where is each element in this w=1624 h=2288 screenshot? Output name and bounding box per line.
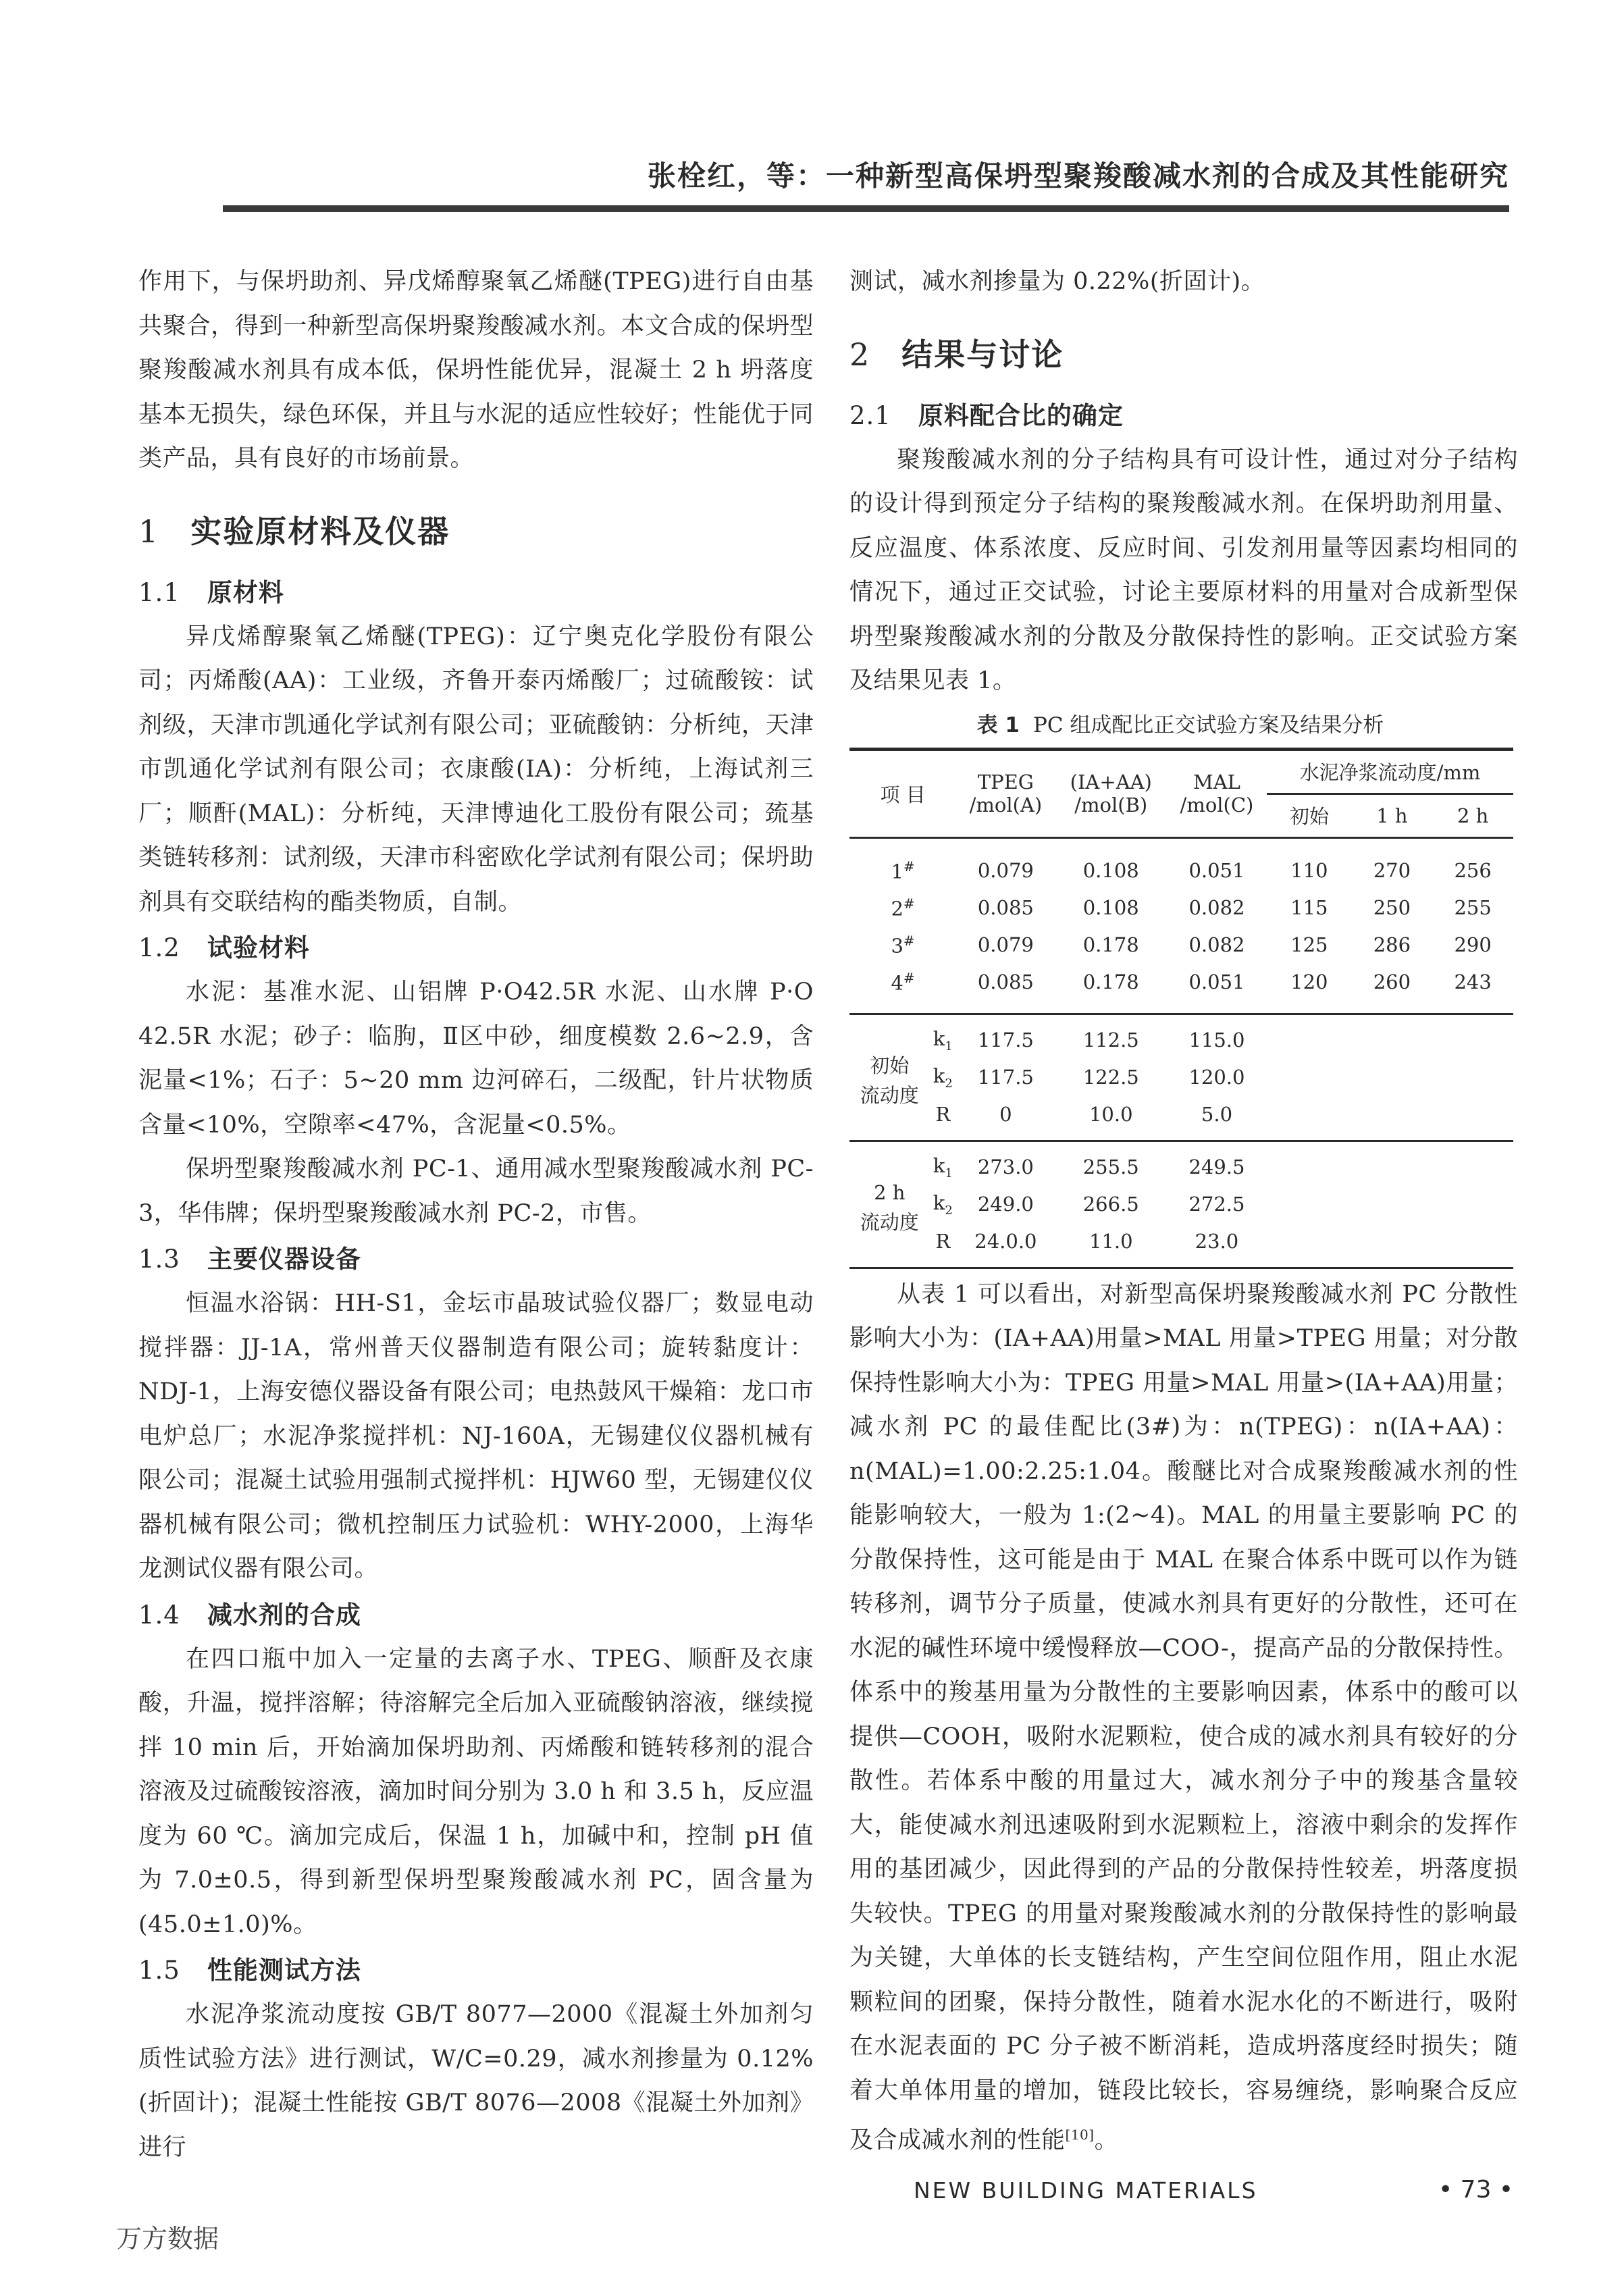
header-1h: 1 h	[1352, 794, 1433, 837]
header-iaaa	[1055, 749, 1167, 837]
header-rule	[223, 205, 1509, 212]
analysis-text	[849, 1273, 1518, 2164]
cell-mal: 0.051	[1188, 970, 1245, 993]
cell-sample-id: 4#	[891, 969, 915, 995]
table-1	[849, 748, 1513, 1269]
cell-empty	[1352, 1059, 1433, 1096]
cell-2h: 243	[1454, 970, 1492, 993]
test-materials-text-2: 保坍型聚羧酸减水剂 PC-1、通用减水型聚羧酸减水剂 PC-3，华伟牌；保坍型聚羧酸减水剂 PC-2，市售。	[138, 1155, 814, 1227]
cell-a: 117.5	[977, 1066, 1034, 1089]
stat-row	[849, 1014, 1513, 1059]
section-title: 结果与讨论	[901, 336, 1064, 373]
cell-b: 112.5	[1082, 1029, 1139, 1051]
cell-2h: 290	[1454, 933, 1492, 956]
cell-empty	[1267, 1223, 1351, 1268]
cell-empty	[1267, 1186, 1351, 1223]
cell-initial: 120	[1290, 970, 1328, 993]
running-title: 张栓红，等：一种新型高保坍型聚羧酸减水剂的合成及其性能研究	[647, 159, 1509, 192]
cell-c: 23.0	[1195, 1230, 1239, 1253]
header-mal	[1167, 749, 1267, 837]
cell-iaaa: 0.178	[1082, 970, 1139, 993]
equipment-text: 恒温水浴锅：HH-S1，金坛市晶玻试验仪器厂；数显电动搅拌器：JJ-1A，常州普天仪器制造有限公司；旋转黏度计：NDJ-1，上海安德仪器设备有限公司；电热鼓风干燥箱：龙口市电炉总厂；水泥净浆搅拌机：NJ-160A，无锡建仪仪器机械有限公司；混凝土试验用强制式搅拌机：HJW60 型，无锡建仪仪器机械有限公司；微机控制压力试验机：WHY-2000，上海华龙测试仪器有限公司。	[138, 1290, 814, 1582]
cell-a: 0	[999, 1103, 1012, 1126]
subsection-number: 1.4	[138, 1600, 180, 1630]
subsection-title: 试验材料	[207, 933, 310, 962]
section-number: 1	[138, 513, 160, 550]
right-column	[849, 260, 1518, 2163]
stat-subscript: 1	[945, 1039, 953, 1054]
subsection-1-4-heading	[138, 1594, 814, 1636]
cell-a: 24.0.0	[974, 1230, 1037, 1253]
table-row	[849, 927, 1513, 964]
cell-2h: 255	[1454, 896, 1492, 919]
stat-row	[849, 1059, 1513, 1096]
intro-paragraph: 作用下，与保坍助剂、异戊烯醇聚氧乙烯醚(TPEG)进行自由基共聚合，得到一种新型高保坍聚羧酸减水剂。本文合成的保坍型聚羧酸减水剂具有成本低，保坍性能优异，混凝土 2 h 坍落度基本无损失，绿色环保，并且与水泥的适应性较好；性能优于同类产品，具有良好的市场前景。	[138, 268, 814, 472]
section-2-heading	[849, 330, 1518, 375]
sample-mark: #	[903, 895, 915, 912]
table-label: 表 1	[976, 712, 1020, 737]
subsection-number: 2.1	[849, 400, 891, 430]
cell-tpeg: 0.085	[977, 896, 1034, 919]
table-1-caption	[849, 708, 1518, 738]
header-tpeg	[956, 749, 1055, 837]
header-initial: 初始	[1267, 794, 1351, 837]
cell-empty	[1352, 1014, 1433, 1059]
cell-stat: $k_1$	[933, 1026, 953, 1054]
cell-stat: $k_1$	[933, 1153, 953, 1180]
table-row	[849, 889, 1513, 927]
subsection-number: 1.1	[138, 577, 180, 607]
cell-b: 122.5	[1082, 1066, 1139, 1089]
cell-1h: 286	[1373, 933, 1411, 956]
header-iaaa-unit: /mol(B)	[1074, 794, 1148, 816]
subsection-title: 减水剂的合成	[207, 1600, 361, 1630]
cell-empty	[1267, 1141, 1351, 1186]
cell-b: 11.0	[1089, 1230, 1133, 1253]
group-label-line2: 流动度	[860, 1084, 919, 1107]
cell-1h: 250	[1373, 896, 1411, 919]
cell-initial: 115	[1290, 896, 1328, 919]
cell-empty	[1352, 1223, 1433, 1268]
group-label	[849, 1141, 930, 1268]
cell-empty	[1352, 1141, 1433, 1186]
subsection-number: 1.5	[138, 1956, 180, 1985]
stat-subscript: 2	[945, 1203, 953, 1218]
cell-empty	[1352, 1096, 1433, 1141]
watermark: 万方数据	[116, 2224, 219, 2254]
header-iaaa-label: (IA+AA)	[1070, 771, 1152, 794]
cell-empty	[1352, 1186, 1433, 1223]
header-mal-label: MAL	[1193, 771, 1240, 794]
test-method-text: 水泥净浆流动度按 GB/T 8077—2000《混凝土外加剂匀质性试验方法》进行测试，W/C=0.29，减水剂掺量为 0.12%(折固计)；混凝土性能按 GB/T 8076—2008《混凝土外加剂》进行	[138, 2001, 814, 2161]
cell-tpeg: 0.079	[977, 859, 1034, 882]
cell-mal: 0.051	[1188, 859, 1245, 882]
header-2h: 2 h	[1432, 794, 1513, 837]
cell-empty	[1267, 1059, 1351, 1096]
group-label-line1: 2 h	[874, 1181, 906, 1204]
subsection-1-5-heading	[138, 1950, 814, 1992]
cell-mal: 0.082	[1188, 933, 1245, 956]
subsection-1-1-heading	[138, 572, 814, 614]
cell-sample-id: 3#	[891, 932, 915, 958]
cell-mal: 0.082	[1188, 896, 1245, 919]
raw-materials-text: 异戊烯醇聚氧乙烯醚(TPEG)：辽宁奥克化学股份有限公司；丙烯酸(AA)：工业级，齐鲁开泰丙烯酸厂；过硫酸铵：试剂级，天津市凯通化学试剂有限公司；亚硫酸钠：分析纯，天津市凯通化学试剂有限公司；衣康酸(IA)：分析纯，上海试剂三厂；顺酐(MAL)：分析纯，天津博迪化工股份有限公司；巯基类链转移剂：试剂级，天津市科密欧化学试剂有限公司；保坍助剂具有交联结构的酯类物质，自制。	[138, 623, 814, 916]
test-materials-text: 水泥：基准水泥、山铝牌 P·O42.5R 水泥、山水牌 P·O 42.5R 水泥；砂子：临朐，Ⅱ区中砂，细度模数 2.6~2.9，含泥量<1%；石子：5~20 mm 边河碎石，二级配，针片状物质含量<10%，空隙率<47%，含泥量<0.5%。	[138, 979, 814, 1139]
table-row	[849, 964, 1513, 1014]
cell-c: 120.0	[1188, 1066, 1245, 1089]
stat-row	[849, 1141, 1513, 1186]
subsection-title: 原料配合比的确定	[918, 400, 1124, 430]
cell-1h: 270	[1373, 859, 1411, 882]
section-1-heading	[138, 507, 814, 552]
cell-iaaa: 0.178	[1082, 933, 1139, 956]
header-tpeg-label: TPEG	[977, 771, 1034, 794]
subsection-number: 1.3	[138, 1245, 180, 1274]
cell-iaaa: 0.108	[1082, 896, 1139, 919]
header-fluidity: 水泥净浆流动度/mm	[1299, 761, 1481, 784]
stat-row	[849, 1223, 1513, 1268]
cell-c: 115.0	[1188, 1029, 1245, 1051]
cell-empty	[1267, 1014, 1351, 1059]
subsection-title: 原材料	[207, 577, 284, 607]
page-number: • 73 •	[1438, 2176, 1514, 2204]
group-label-line1: 初始	[870, 1054, 910, 1077]
cell-empty	[1267, 1096, 1351, 1141]
table-title: PC 组成配比正交试验方案及结果分析	[1032, 712, 1384, 737]
header-tpeg-unit: /mol(A)	[969, 794, 1043, 816]
section-title: 实验原材料及仪器	[190, 513, 450, 550]
subsection-1-2-heading	[138, 927, 814, 969]
cell-c: 5.0	[1201, 1103, 1233, 1126]
stat-subscript: 2	[945, 1076, 953, 1091]
cell-stat: R	[935, 1230, 951, 1253]
cell-iaaa: 0.108	[1082, 859, 1139, 882]
table-row	[849, 837, 1513, 889]
cell-tpeg: 0.079	[977, 933, 1034, 956]
continued-text: 测试，减水剂掺量为 0.22%(折固计)。	[849, 268, 1265, 295]
cell-b: 255.5	[1082, 1155, 1139, 1178]
cell-1h: 260	[1373, 970, 1411, 993]
subsection-number: 1.2	[138, 933, 180, 962]
sample-mark: #	[903, 858, 915, 875]
sample-mark: #	[903, 932, 915, 949]
group-label	[849, 1014, 930, 1141]
cell-tpeg: 0.085	[977, 970, 1034, 993]
subsection-2-1-heading	[849, 395, 1518, 437]
cell-initial: 110	[1290, 859, 1328, 882]
cell-sample-id: 2#	[891, 895, 915, 920]
cell-a: 249.0	[977, 1193, 1034, 1216]
cell-c: 272.5	[1188, 1193, 1245, 1216]
stat-row	[849, 1096, 1513, 1141]
journal-name: NEW BUILDING MATERIALS	[914, 2177, 1258, 2204]
analysis-body: 从表 1 可以看出，对新型高保坍聚羧酸减水剂 PC 分散性影响大小为：(IA+AA)用量>MAL 用量>TPEG 用量；对分散保持性影响大小为：TPEG 用量>MAL 用量>(IA+AA)用量；减水剂 PC 的最佳配比(3#)为：n(TPEG)：n(IA+AA)：n(MAL)=1.00:2.25:1.04。酸醚比对合成聚羧酸减水剂的性能影响较大，一般为 1:(2~4)。MAL 的用量主要影响 PC 的分散保持性，这可能是由于 MAL 在聚合体系中既可以作为链转移剂，调节分子质量，使减水剂具有更好的分散性，还可在水泥的碱性环境中缓慢释放—COO-，提高产品的分散保持性。体系中的羧基用量为分散性的主要影响因素，体系中的酸可以提供—COOH，吸附水泥颗粒，使合成的减水剂具有较好的分散性。若体系中酸的用量过大，减水剂分子中的羧基含量较大，能使减水剂迅速吸附到水泥颗粒上，溶液中剩余的发挥作用的基团减少，因此得到的产品的分散保持性较差，坍落度损失较快。TPEG 的用量对聚羧酸减水剂的分散保持性的影响最为关键，大单体的长支链结构，产生空间位阻作用，阻止水泥颗粒间的团聚，保持分散性，随着水泥水化的不断进行，吸附在水泥表面的 PC 分子被不断消耗，造成坍落度经时损失；随着大单体用量的增加，链段比较长，容易缠绕，影响聚合反应及合成减水剂的性能	[849, 1280, 1518, 2154]
header-mal-unit: /mol(C)	[1180, 794, 1254, 816]
group-label-line2: 流动度	[860, 1211, 919, 1234]
cell-stat: $k_2$	[933, 1064, 953, 1091]
header-item: 项 目	[880, 783, 926, 806]
subsection-title: 性能测试方法	[207, 1956, 361, 1985]
cell-2h: 256	[1454, 859, 1492, 882]
cell-a: 273.0	[977, 1155, 1034, 1178]
section-number: 2	[849, 336, 871, 373]
sample-mark: #	[903, 969, 915, 986]
citation-ref: [10]	[1065, 2127, 1095, 2143]
cell-stat: $k_2$	[933, 1191, 953, 1218]
cell-stat: R	[935, 1103, 951, 1126]
analysis-end: 。	[1094, 2127, 1119, 2154]
mix-ratio-text: 聚羧酸减水剂的分子结构具有可设计性，通过对分子结构的设计得到预定分子结构的聚羧酸减水剂。在保坍助剂用量、反应温度、体系浓度、反应时间、引发剂用量等因素均相同的情况下，通过正交试验，讨论主要原材料的用量对合成新型保坍型聚羧酸减水剂的分散及分散保持性的影响。正交试验方案及结果见表 1。	[849, 446, 1518, 694]
cell-b: 266.5	[1082, 1193, 1139, 1216]
cell-a: 117.5	[977, 1029, 1034, 1051]
cell-sample-id: 1#	[891, 858, 915, 883]
left-column	[138, 260, 814, 2170]
cell-c: 249.5	[1188, 1155, 1245, 1178]
cell-initial: 125	[1290, 933, 1328, 956]
subsection-title: 主要仪器设备	[207, 1245, 361, 1274]
synthesis-text: 在四口瓶中加入一定量的去离子水、TPEG、顺酐及衣康酸，升温，搅拌溶解；待溶解完全后加入亚硫酸钠溶液，继续搅拌 10 min 后，开始滴加保坍助剂、丙烯酸和链转移剂的混合溶液及过硫酸铵溶液，滴加时间分别为 3.0 h 和 3.5 h，反应温度为 60 ℃。滴加完成后，保温 1 h，加碱中和，控制 pH 值为 7.0±0.5，得到新型保坍型聚羧酸减水剂 PC，固含量为(45.0±1.0)%。	[138, 1645, 814, 1938]
stat-subscript: 1	[945, 1166, 953, 1180]
stat-row	[849, 1186, 1513, 1223]
cell-b: 10.0	[1089, 1103, 1133, 1126]
subsection-1-3-heading	[138, 1239, 814, 1280]
